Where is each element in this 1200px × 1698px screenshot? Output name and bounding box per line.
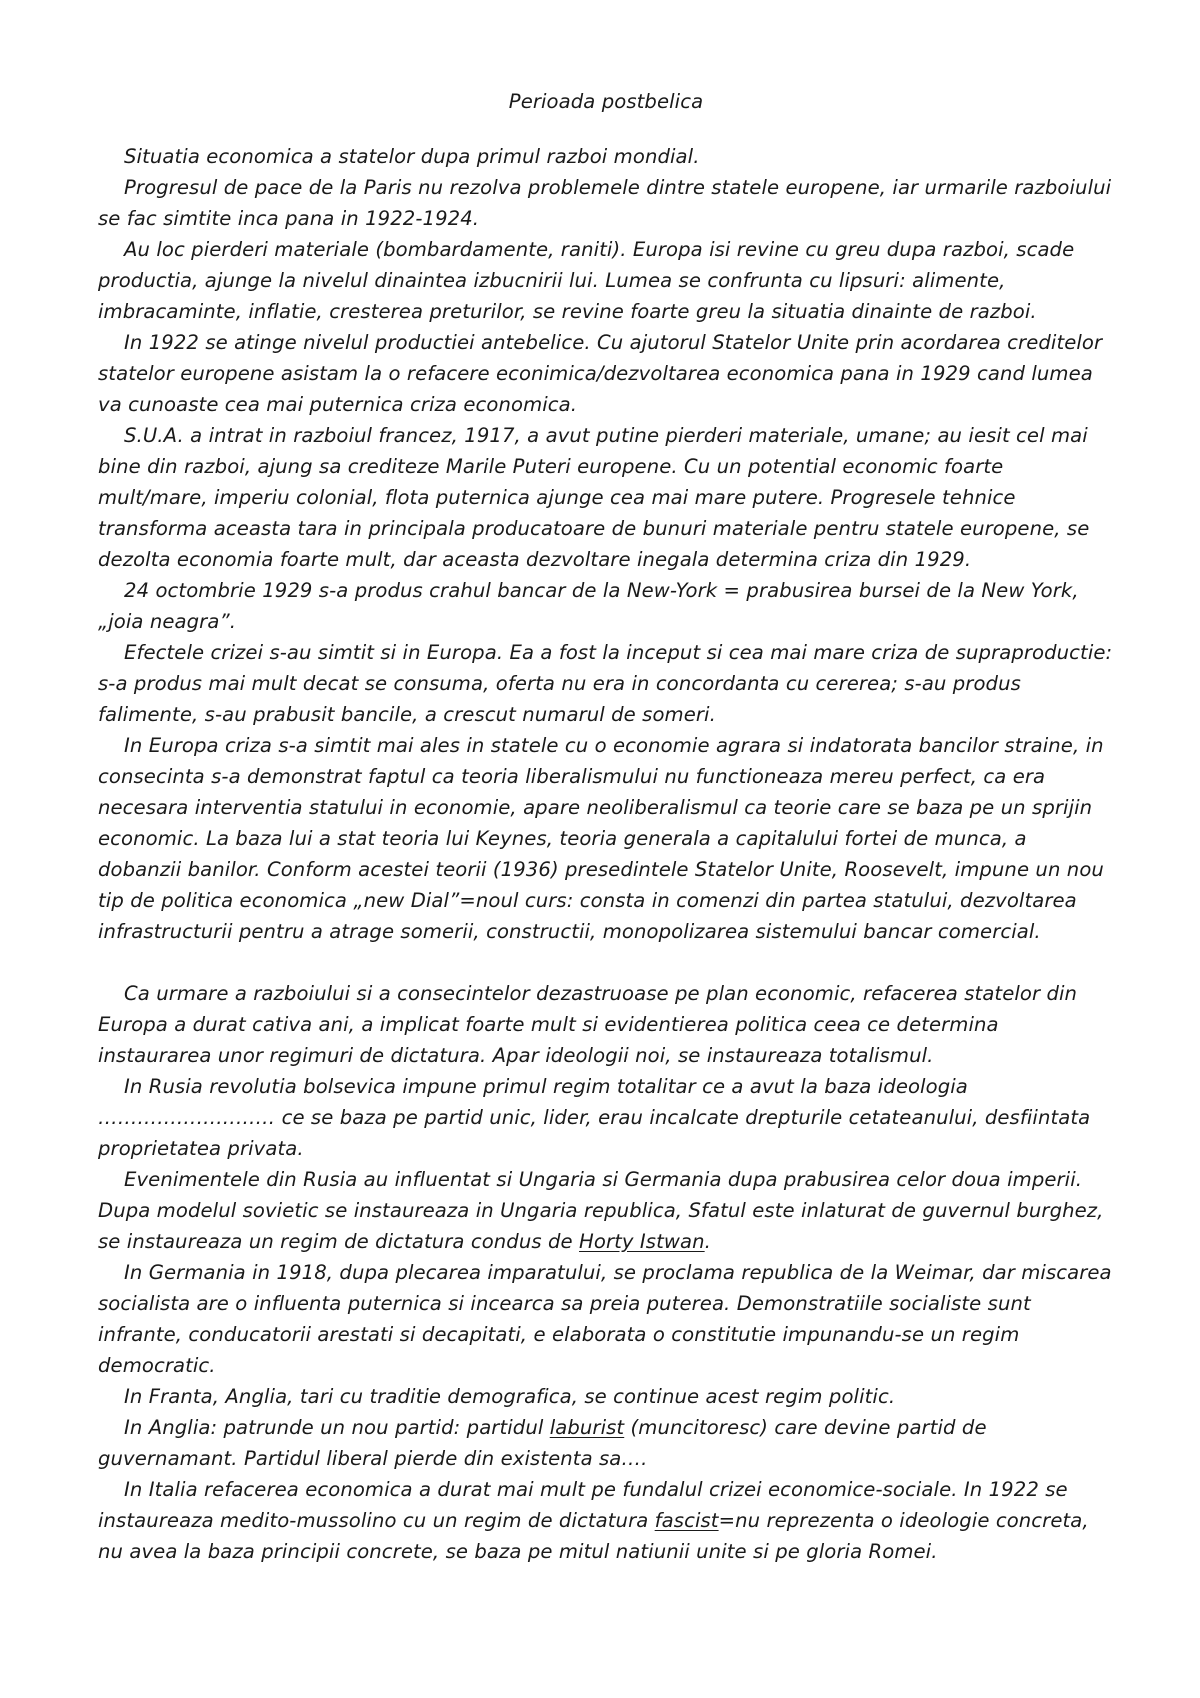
text-segment: (muncitoresc) care devine partid de guvernamant. Partidul liberal pierde din existenta sa…. (98, 1416, 987, 1470)
paragraph (98, 1412, 1114, 1474)
paragraph: Efectele crizei s-au simtit si in Europa. Ea a fost la inceput si cea mai mare criza de supraproductie: s-a produs mai mult decat se consuma, oferta nu era in concordanta cu cererea; s-au produs falimente, s-au prabusit bancile, a crescut numarul de someri. (98, 641, 1113, 726)
paragraph: S.U.A. a intrat in razboiul francez, 1917, a avut putine pierderi materiale, umane; au iesit cel mai bine din razboi, ajung sa crediteze Marile Puteri europene. Cu un potential economic foarte mult/mare, imperiu colonial, flota puternica ajunge cea mai mare putere. Progresele tehnice transforma aceasta tara in principala producatoare de bunuri materiale pentru statele europene, se dezolta economia foarte mult, dar aceasta dezvoltare inegala determina criza din 1929. (98, 424, 1090, 571)
paragraph: In Franta, Anglia, tari cu traditie demografica, se continue acest regim politic. (124, 1385, 896, 1408)
text-segment: . (704, 1230, 711, 1253)
text-segment: In Italia refacerea economica a durat mai mult pe fundalul crizei economice-sociale. In 1922 se instaureaza medito-mussolino cu un regim de dictatura (98, 1478, 1068, 1532)
paragraph: In Germania in 1918, dupa plecarea imparatului, se proclama republica de la Weimar, dar miscarea socialista are o influenta puternica si incearca sa preia puterea. Demonstratiile socialiste sunt infrante, conducatorii arestati si decapitati, e elaborata o constitutie impunandu-se un regim democratic. (98, 1261, 1112, 1377)
underlined-term-horty: Horty Istwan (579, 1230, 705, 1253)
document-body (98, 86, 1114, 1567)
paragraph (98, 1474, 1114, 1567)
text-segment: =nu reprezenta o ideologie concreta, nu avea la baza principii concrete, se baza pe mitul natiunii unite si pe gloria Romei. (98, 1509, 1089, 1563)
section-heading: Situatia economica a statelor dupa primul razboi mondial. (124, 145, 700, 168)
paragraph (98, 1164, 1114, 1257)
text-segment: Evenimentele din Rusia au influentat si Ungaria si Germania dupa prabusirea celor doua imperii. Dupa modelul sovietic se instaureaza in Ungaria republica, Sfatul este inlaturat de guvernul burghez, se instaureaza un regim de dictatura condus de (98, 1168, 1104, 1253)
paragraph: Au loc pierderi materiale (bombardamente, raniti). Europa isi revine cu greu dupa razboi, scade productia, ajunge la nivelul dinaintea izbucnirii lui. Lumea se confrunta cu lipsuri: alimente, imbracaminte, inflatie, cresterea preturilor, se revine foarte greu la situatia dinainte de razboi. (98, 238, 1075, 323)
paragraph: 24 octombrie 1929 s-a produs crahul bancar de la New-York = prabusirea bursei de la New York, „joia neagra”. (98, 579, 1079, 633)
paragraph: In Rusia revolutia bolsevica impune primul regim totalitar ce a avut la baza ideologia ……………………… ce se baza pe partid unic, lider, erau incalcate drepturile cetateanului, desfiintata proprietatea privata. (98, 1075, 1091, 1160)
paragraph: Progresul de pace de la Paris nu rezolva problemele dintre statele europene, iar urmarile razboiului se fac simtite inca pana in 1922-1924. (98, 176, 1112, 230)
paragraph: In Europa criza s-a simtit mai ales in statele cu o economie agrara si indatorata bancilor straine, in consecinta s-a demonstrat faptul ca teoria liberalismului nu functioneaza mereu perfect, ca era necesara interventia statului in economie, apare neoliberalismul ca teorie care se baza pe un sprijin economic. La baza lui a stat teoria lui Keynes, teoria generala a capitalului fortei de munca, a dobanzii banilor. Conform acestei teorii (1936) presedintele Statelor Unite, Roosevelt, impune un nou tip de politica economica „new Dial”=noul curs: consta in comenzi din partea statului, dezvoltarea infrastructurii pentru a atrage somerii, constructii, monopolizarea sistemului bancar comercial. (98, 734, 1104, 943)
page-title: Perioada postbelica (508, 90, 704, 113)
underlined-term-fascist: fascist (654, 1509, 719, 1532)
paragraph: In 1922 se atinge nivelul productiei antebelice. Cu ajutorul Statelor Unite prin acordarea creditelor statelor europene asistam la o refacere econimica/dezvoltarea economica pana in 1929 cand lumea va cunoaste cea mai puternica criza economica. (98, 331, 1103, 416)
underlined-term-laburist: laburist (549, 1416, 625, 1439)
paragraph: Ca urmare a razboiului si a consecintelor dezastruoase pe plan economic, refacerea statelor din Europa a durat cativa ani, a implicat foarte mult si evidentierea politica ceea ce determina instaurarea unor regimuri de dictatura. Apar ideologii noi, se instaureaza totalismul. (98, 982, 1078, 1067)
paragraph-gap (98, 947, 1114, 978)
text-segment: In Anglia: patrunde un nou partid: partidul (124, 1416, 550, 1439)
